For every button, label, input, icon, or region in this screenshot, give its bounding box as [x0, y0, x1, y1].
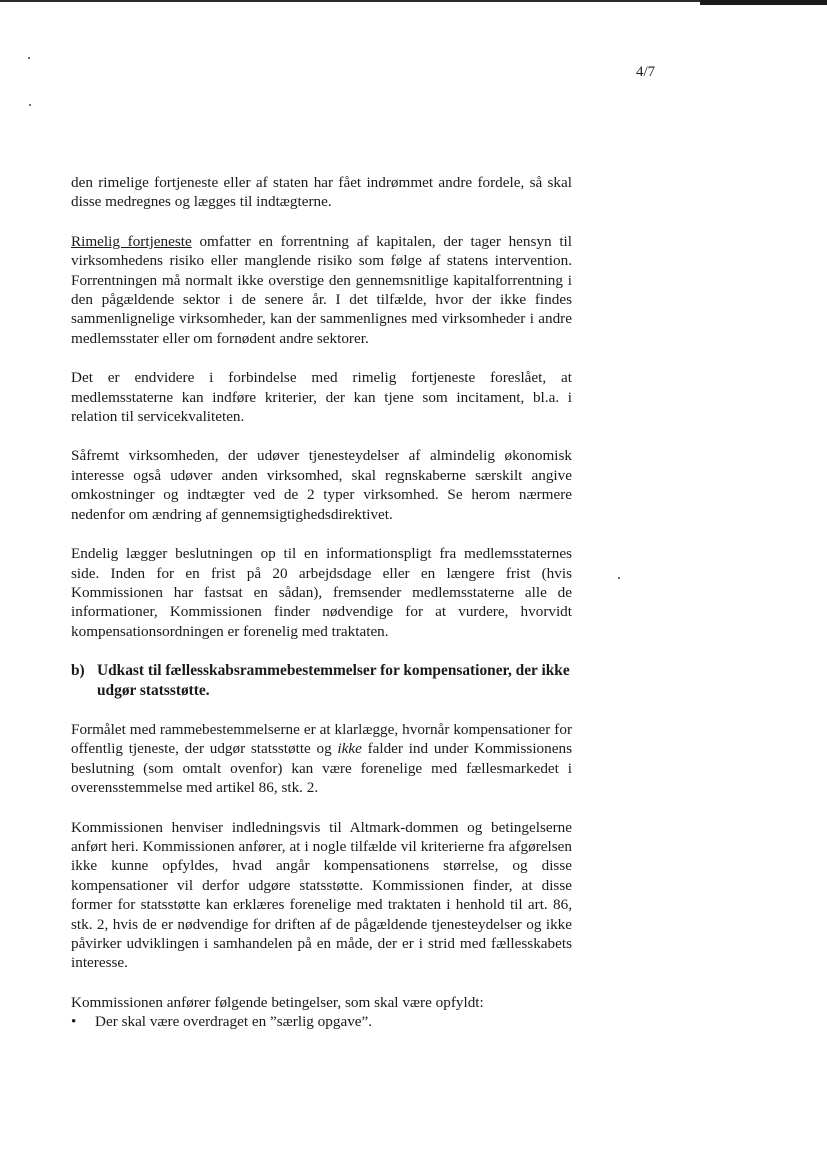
- section-title: Udkast til fællesskabsrammebestemmelser for kompensationer, der ikke udgør statsstøtte.: [97, 662, 570, 699]
- scan-top-border-thick: [700, 0, 827, 5]
- page-number: 4/7: [636, 64, 656, 80]
- bullet-item: [71, 1012, 572, 1031]
- paragraph-8: Kommissionen anfører følgende betingelser, som skal være opfyldt:: [71, 993, 484, 1011]
- paragraph-5: Endelig lægger beslutningen op til en informationspligt fra medlemsstaternes side. Inden for en frist på 20 arbejdsdage eller en længere frist (hvis Kommissionen har fastsat en sådan), fremsender medlemsstaterne alle de informationer, Kommissionen finder nødvendige for at vurdere, hvorvidt kompensationsordningen er forenelig med traktaten.: [71, 545, 572, 640]
- bullet-text: Der skal være overdraget en ”særlig opgave”.: [95, 1013, 373, 1031]
- paragraph-6-text-b: falder ind under Kommissionens beslutning (som omtalt ovenfor) kan være forenelige med fællesmarkedet i overensstemmelse med artikel 86, stk. 2.: [71, 740, 572, 797]
- section-marker: b): [71, 662, 85, 680]
- paragraph-3: Det er endvidere i forbindelse med rimelig fortjeneste foreslået, at medlemsstaterne kan indføre kriterier, der kan tjene som incitament, bl.a. i relation til servicekvaliteten.: [71, 369, 572, 426]
- bullet-icon: •: [71, 1013, 77, 1031]
- paragraph-2: [71, 232, 572, 348]
- paragraph-6-text-a: Formålet med rammebestemmelserne er at klarlægge, hvornår kompensationer for offentlig tjeneste, der udgør statsstøtte og: [71, 720, 572, 758]
- paragraph-1: den rimelige fortjeneste eller af staten har fået indrømmet andre fordele, så skal disse medregnes og lægges til indtægterne.: [71, 174, 572, 211]
- defined-term: Rimelig fortjeneste: [71, 232, 192, 250]
- scan-speck: [28, 57, 30, 59]
- scan-speck: [29, 104, 31, 106]
- scan-speck: [618, 577, 620, 579]
- section-heading: [71, 661, 572, 700]
- emphasis: ikke: [337, 740, 362, 758]
- paragraph-4: Såfremt virksomheden, der udøver tjenesteydelser af almindelig økonomisk interesse også udøver anden virksomhed, skal regnskaberne særskilt angive omkostninger og indtægter ved de 2 typer virksomhed. Se herom nærmere nedenfor om ændring af gennemsigtighedsdirektivet.: [71, 447, 572, 523]
- paragraph-6: [71, 720, 572, 798]
- paragraph-2-text: omfatter en forrentning af kapitalen, der tager hensyn til virksomhedens risiko eller manglende risiko som følge af statens intervention. Forrentningen må normalt ikke overstige den gennemsnitlige kapitalforrentning i den pågældende sektor i de senere år. I det tilfælde, hvor der ikke findes sammenlignelige virksomheder, kan der sammenlignes med virksomheder i andre medlemsstater eller om fornødent andre sektorer.: [71, 232, 572, 347]
- paragraph-7: Kommissionen henviser indledningsvis til Altmark-dommen og betingelserne anført heri. Kommissionen anfører, at i nogle tilfælde vil kriterierne fra afgørelsen ikke kunne opfyldes, hvad angår kompensationens størrelse, og disse kompensationer vil derfor udgøre statsstøtte. Kommissionen finder, at disse former for statsstøtte kan erklæres forenelige med traktaten i henhold til art. 86, stk. 2, hvis de er nødvendige for driften af de pågældende tjenesteydelser og ikke påvirker udviklingen i samhandelen på en måde, der er i strid med fællesskabets interesse.: [71, 818, 572, 972]
- document-body: [71, 173, 572, 1032]
